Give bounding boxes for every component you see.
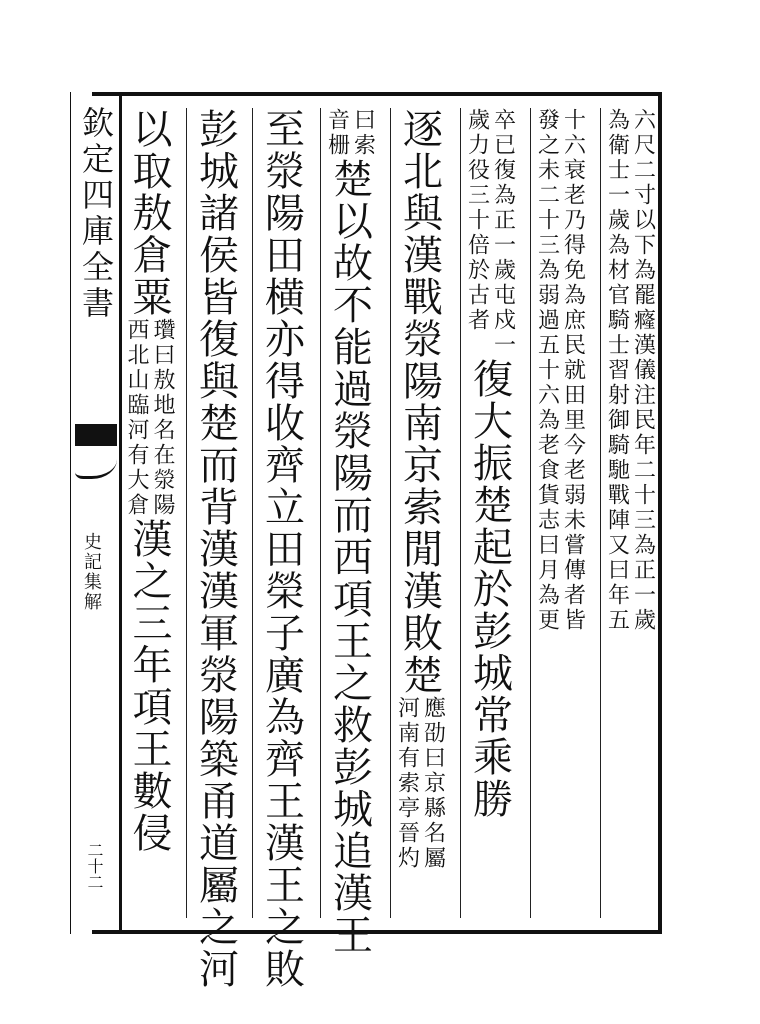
commentary-pair [535,108,585,633]
commentary-pair [465,108,515,358]
text-column [186,108,244,990]
commentary-text: 發之未二十三為弱過五十六為老食貨志曰月為更 [534,108,560,633]
text-column [600,108,658,918]
commentary-text: 為衛士一歲為材官騎士習射御騎馳戰陣又曰年五 [604,108,630,633]
text-column [390,108,448,918]
commentary-text: 河南有索亭晉灼 [394,696,420,871]
commentary-text: 西北山臨河有大倉 [124,318,149,518]
text-column [460,108,518,918]
commentary-text: 歲力役三十倍於古者 [464,108,490,333]
collection-title: 欽定四庫全書 [77,106,115,322]
main-text: 以取敖倉粟 [126,108,172,318]
commentary-text: 十六衰老乃得免為庶民就田里今老弱未嘗傳者皆 [560,108,586,633]
fish-tail-mark [75,424,117,446]
commentary-pair [395,696,445,871]
main-text: 漢之三年項王數侵 [126,518,172,854]
main-text: 楚以故不能過滎陽而西項王之救彭城追漢王 [326,158,373,956]
main-text: 至滎陽田横亦得收齊立田榮子廣為齊王漢王之敗 [258,108,305,990]
main-text: 彭城諸侯皆復與楚而背漢漢軍滎陽築甬道屬之河 [192,108,239,990]
commentary-text: 六尺二寸以下為罷癃漢儀注民年二十三為正一歲 [630,108,656,633]
page-margin [70,92,122,934]
fish-tail-curve [75,446,117,479]
main-text: 逐北與漢戰滎陽南京索閒漢敗楚 [396,108,443,696]
text-column [120,108,178,918]
commentary-pair [605,108,655,633]
commentary-pair [325,108,375,158]
book-name: 史記集解 [81,532,102,612]
commentary-pair [124,318,174,518]
commentary-text: 音栅 [324,108,350,158]
commentary-text: 瓚曰敖地名在滎陽 [150,318,175,518]
text-column [530,108,588,918]
commentary-text: 應劭曰京縣名屬 [420,696,446,871]
main-text: 復大振楚起於彭城常乘勝 [466,358,513,820]
text-column [252,108,310,990]
commentary-text: 卒已復為正一歲屯戍一 [490,108,516,358]
page-number: 二十二 [85,842,104,890]
commentary-text: 曰索 [350,108,376,158]
text-column [320,108,378,956]
